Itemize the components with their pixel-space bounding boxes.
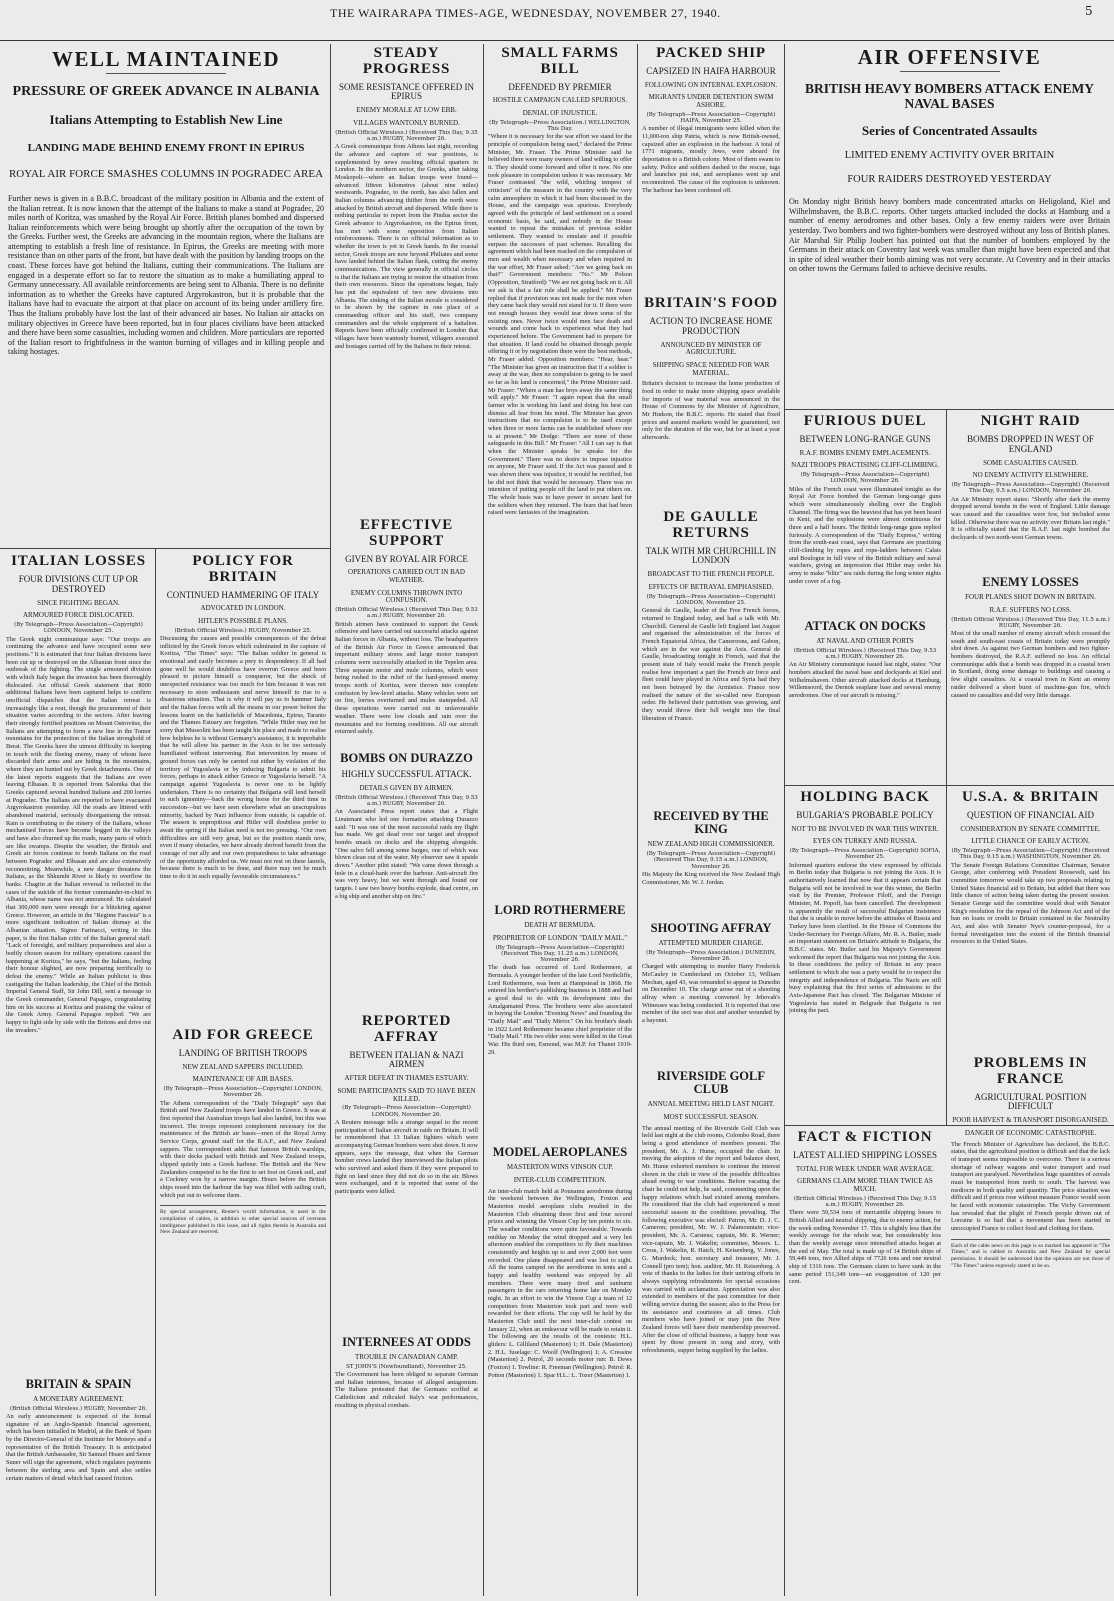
article-aid-for-greece <box>160 1028 326 1596</box>
headline: SHOOTING AFFRAY <box>650 922 772 935</box>
dateline: (By Telegraph—Press Association—Copyright) LONDON, November 26. <box>163 1086 323 1099</box>
deck: MASTERTON WINS VINSON CUP. <box>506 1163 614 1172</box>
article-attack-on-docks <box>789 620 941 780</box>
deck: INTER-CLUB COMPETITION. <box>513 1175 607 1184</box>
deck: OPERATIONS CARRIED OUT IN BAD WEATHER. <box>348 568 465 585</box>
deck: NOT TO BE INVOLVED IN WAR THIS WINTER. <box>791 824 939 833</box>
article-body: Most of the small number of enemy aircraft which crossed the south and south-east coasts of Britain today were promptly shot down. As against two German bombers and two fighter-bombers destroyed, the R.A.F. suffered no loss. An official communique adds that a bomb was dropped in a coastal town in Scotland, doing some damage to buildings and causing a few slight casualties. At a coastal town in Kent an enemy raider delivered a short burst of machine-gun fire, which caused no casualties and did very little damage. <box>951 630 1110 699</box>
article-body: An inter-club match held at Pounamu aerodrome during the weekend between the Wellington, Foxton and Masterton model aeroplane clubs resulted in the Masterton Club obtaining three first and four second prizes and winning the Vinson Cup by ten points to six. The weather conditions were quite favourable. Towards midday on Monday the wind dropped and a very hot afternoon enabled the competitors to fly their machines consistently and heights up to and over 2,000 feet were recorded. One plane disappeared and was lost to sight. All the teams camped on the aerodrome in tents and a happy and healthy weekend was enjoyed by all members. There were many tired and sunburnt passengers in the cars returning home late on Monday night. In an effort to win the Vinson Cup a team of 12 competitors from Masterton took part and were well rewarded for their efforts. The cup will be held by the Masterton Club until the next inter-club contest on January 22, when an endeavour will be made to retain it. The following are the results of the contests: H.L. gliders: L. Gilliland (Masterton) 1; H. Dale (Masterton) 2. H.L. fuselage: C. Woolf (Wellington) 1; A. Cressine (Masterton) 2. Petrol, 20 seconds motor run: B. Dews (Foxton) 1. Towline: R. Freeman (Wellington). Petrol: R. Potton (Masterton) 1. Spar H.L.: L. Tozer (Masterton) 1. <box>488 1187 632 1379</box>
dateline: (British Official Wireless.) (Received This Day, 11.5 a.m.) RUGBY, November 26. <box>951 616 1110 629</box>
article-lord-rothermere <box>488 904 632 1142</box>
article-enemy-losses <box>951 576 1110 780</box>
dateline: (British Official Wireless.) (Received This Day, 9.53 a.m.) RUGBY, November 26. <box>793 647 937 661</box>
deck: HIGHLY SUCCESSFUL ATTACK. <box>341 769 472 780</box>
deck: VILLAGES WANTONLY BURNED. <box>353 118 460 127</box>
article-body: "Where it is necessary for the war effort we stand for the principle of compulsion being used," declared the Prime Minister, Mr. Fraser. The Prime Minister said he believed there were many owners of land willing to offer it. They should come forward and offer it now. No one took pleasure in compulsion unless it was necessary. Mr Fraser contrasted "the wild, whirling tempest of criticism" of the measure in the country with the very calm atmosphere in which it had been discussed in the House, and the campaign was spurious. Everybody agreed with the principle of land settlement on a sound economic basis, he said, and nobody in the House wanted to repeat the mistakes of previous soldier settlement. They wanted to emulate and if possible surpass the successes of past schemes. Recalling the agreement which had been reached on the compulsion of men and wealth when necessary and when required in the war effort, Mr Fraser asked: "Are we going back on that?" Government members: "No." Mr Polson (Opposition, Stratford): "We are not going back on it. All we ask is that a fair rule shall be applied." Mr Fraser replied that if provision was not made for the men when they came back they would not stand for it. If there were not enough houses they would tear down some of the existing ones. Never twice would men face death and wounds and come back to experience what they had experienced before. The Government had to prepare for that situation. If land could be obtained through people offering it or by negotiation there were the best methods, Mr Fraser added. Opposition members: "Hear, hear." "The Minister has given an instruction that if a soldier is away at the war, then no compulsion is going to be used so far as his land is concerned," the Prime Minister said. Mr Fraser: "Where a man has boys away the same thing will apply." Mr Fraser: "I again repeat that the small farmer who is working his land and doing his best can dismiss all fear from his mind. The Minister has given instructions that no compulsion is to be used except when three or more farms can be established where one is at present." Mr Dodge: "There are none of these safeguards in this Bill." Mr Fraser: "All I can say is that when the Minister speaks he speaks for the Government." There was no desire to impose injustice on anyone, Mr Fraser said. If the Act was passed and it was shown there was injustice, it would be rectified, but he did not think that would be necessary. There was no intention of putting people off the land to put others on. The whole basis was to have power to secure land for the soldiers when they returned. The fears that had been raised were fantasies of the imagination. <box>488 133 632 517</box>
article-fact-fiction <box>789 1130 941 1596</box>
article-small-farms-bill <box>488 46 632 900</box>
dateline: (By Telegraph—Press Association—Copyright) LONDON, November 26. <box>800 472 930 485</box>
column-rule <box>155 548 156 1596</box>
article-body: An early announcement is expected of the formal signature of an Anglo-Spanish financial agreement, which has been initialled in Madrid, at the Bank of Spain by the Director-General of the Institute for Moneys and a representative of the British Treasury. It is anticipated that the British Ambassador, Sir Samuel Hoare and Senor Suner will sign the agreement, which regulates payments between the sterling area and Spain and also settles certain matters of detail which had caused friction. <box>6 1413 151 1482</box>
deck: BOMBS DROPPED IN WEST OF ENGLAND <box>967 433 1094 454</box>
headline: ATTACK ON DOCKS <box>804 620 926 633</box>
footnote: By special arrangement, Reuter's world information, is used in the compilation of cables, in addition to other special sources of overseas intelligence published in this issue, and all rights therein in Australia and New Zealand are reserved. <box>160 1205 326 1236</box>
deck: NO ENEMY ACTIVITY ELSEWHERE. <box>972 471 1089 480</box>
deck: ATTEMPTED MURDER CHARGE. <box>658 939 764 948</box>
article-received-by-king <box>642 810 780 918</box>
page-number: 5 <box>1085 4 1093 18</box>
footnote: Each of the cable news on this page is so marked has appeared in "The Times," and is cabled to Australia and New Zealand by special permission. It should be understood that the opinions are not those of "The Times" unless expressly stated to be so. <box>951 1239 1110 1270</box>
dateline: (By Telegraph—Press Association—Copyright) HAIFA, November 25. <box>646 111 776 125</box>
dateline: ST JOHN'S (Newfoundland), November 25. <box>346 1363 467 1370</box>
section-rule <box>785 785 1114 786</box>
article-body: On Monday night British heavy bombers made concentrated attacks on Heligoland, Kiel and Wilhelmshaven, the B.B.C. reports. Other targets attacked included the docks at Hamburg and a number of enemy aerodromes and other bases. Only a few enemy raiders were over Britain yesterday. Two bombers and two fighter-bombers were destroyed without any loss of British planes. Air Marshal Sir Philip Joubert has pointed out that the number of bombers employed by the Germans in their attack on Coventry last week was smaller than might have been expected and that in spite of ideal weather their bomb aiming was not very accurate. At Coventry and in their attacks on other towns the Germans failed to achieve decisive results. <box>789 197 1110 274</box>
deck: SINCE FIGHTING BEGAN. <box>37 598 120 607</box>
article-body: An Air Ministry communique issued last night, states: "Our bombers attacked the naval base and dockyards at Kiel and Wilhelmshaven. Other aircraft attacked docks at Hamburg, Willemsoord, the Dernok seaplane base and several enemy aerodromes. One of our aircraft is missing." <box>789 661 941 700</box>
deck: TROUBLE IN CANADIAN CAMP. <box>354 1353 459 1362</box>
article-reported-affray <box>335 1014 478 1332</box>
article-well-maintained <box>8 48 324 542</box>
deck: FOUR PLANES SHOT DOWN IN BRITAIN. <box>965 593 1096 602</box>
article-body: The French Minister of Agriculture has declared, the B.B.C. states, that the agricultural position is difficult and that the lack of transport seems impossible to overcome. There is a serious shortage of railway wagons and water transport and road transport are paralysed. Nevertheless huge quantities of cereals must be transported from north to south. The harvest was mediocre in both quality and quantity. The price situation was difficult and if prices rose without measure France would soon be faced with economic catastrophe. The Vichy Government has revealed that the plight of French people driven out of Lorraine is so bad that a movement has been started in unoccupied France to collect food and clothing for them. <box>951 1140 1110 1233</box>
deck: BETWEEN ITALIAN & NAZI AIRMEN <box>349 1049 464 1070</box>
article-body: There were 59,534 tons of mercantile shipping losses to British Allied and neutral shipping, due to enemy action, for the week ending November 17. This is slightly less than the weekly average for the whole war, but considerably less than the weekly average since intensified attacks began at the end of May. The total is made up of 14 British ships of 59,449 tons, two Allied ships of 7726 tons and one neutral ship of 1316 tons. The Germans claim to have sunk in the same period 151,349 tons—an exaggeration of 120 per cent. <box>789 1209 941 1286</box>
headline: NIGHT RAID <box>980 414 1081 429</box>
divider <box>106 73 226 74</box>
deck: R.A.F. BOMBS ENEMY EMPLACEMENTS. <box>799 448 931 457</box>
deck: SHIPPING SPACE NEEDED FOR WAR MATERIAL. <box>652 360 770 377</box>
article-model-aeroplanes <box>488 1146 632 1596</box>
deck: ENEMY COLUMNS THROWN INTO CONFUSION. <box>350 588 463 605</box>
deck: HOSTILE CAMPAIGN CALLED SPURIOUS. <box>492 96 628 105</box>
deck: R.A.F. SUFFERS NO LOSS. <box>989 605 1072 614</box>
headline: ENEMY LOSSES <box>982 576 1079 589</box>
deck: SOME CASUALTIES CAUSED. <box>983 458 1078 467</box>
deck: A MONETARY AGREEMENT. <box>33 1395 124 1404</box>
deck: DANGER OF ECONOMIC CATASTROPHE. <box>964 1128 1097 1137</box>
dateline: (British Official Wireless.) RUGBY, November 26. <box>9 1405 148 1412</box>
dateline: (By Telegraph—Press Association—Copyright) LONDON, November 25. <box>646 593 776 606</box>
deck: LITTLE CHANCE OF EARLY ACTION. <box>971 837 1090 846</box>
article-body: His Majesty the King received the New Zealand High Commissioner, Mr. W. J. Jordan. <box>642 870 780 886</box>
masthead-title: THE WAIRARAPA TIMES-AGE, WEDNESDAY, NOVEMBER 27, 1940. <box>330 6 721 20</box>
deck: MIGRANTS UNDER DETENTION SWIM ASHORE. <box>648 93 774 110</box>
deck: TALK WITH MR CHURCHILL IN LONDON <box>645 545 777 566</box>
article-body: Charged with attempting to murder Harry Frederick McCauley in Cumberland on October 13, William Mechan, aged 43, was remanded to appear in Dunedin on December 10. The charge arose out of a shooting affray when a meeting convened by Jehovah's Witnesses was being conducted. It is reported that one member of the sect was shot and another wounded by a bayonet. <box>642 963 780 1025</box>
deck: ARMOURED FORCE DISLOCATED. <box>22 611 135 620</box>
headline: SMALL FARMS BILL <box>501 46 619 77</box>
article-body: The Athens correspondent of the "Daily Telegraph" says that British and New Zealand troops have landed in Greece. It was at first reported that Australian troops had also landed, but this was incorrect. The troops represent complement necessary for the maintenance of the British air bases—men of the Royal Army Service Corps, ground staff for the R.A.F., and New Zealand sappers. The correspondent adds that famous British warships, with their decks packed with British and New Zealand troops, slipped quietly into a Greek harbour. The British and the New Zealanders competed to be the first to set foot on Greek soil, and a Cockney won by a narrow margin. Hours before the British ships nosed into the harbour the bay was filled with sailing craft, which put out to welcome them. <box>160 1099 326 1199</box>
article-body: An Associated Press report states that a Flight Lieutenant who led one formation attacking Durazzo said: "It was one of the most successful raids my flight has made. We got dead over our target and dropped bombs smack on docks and the shipping alongside. "One salvo fell among some barges, one of which was blown clean out of the water. My observer saw it upside down." Another pilot stated: "We came down through a hole in a cloud-bank over the harbour. Anti-aircraft fire was very heavy, but we went through and found our targets. I saw two heavy bombs explode, dead centre, on a big ship and another ship on fire." <box>335 808 478 900</box>
deck: FOUR DIVISIONS CUT UP OR DESTROYED <box>18 573 139 594</box>
dateline: (By Telegraph—Press Association—Copyright) (Received This Day, 9.15 a.m.) WASHINGTON, November 26. <box>951 848 1110 861</box>
column-rule <box>483 44 484 1596</box>
article-holding-back <box>789 790 941 1120</box>
deck: GERMANS CLAIM MORE THAN TWICE AS MUCH. <box>797 1177 933 1194</box>
deck: LIMITED ENEMY ACTIVITY OVER BRITAIN <box>844 150 1055 162</box>
deck: NEW ZEALAND HIGH COMMISSIONER. <box>647 840 775 849</box>
deck: PRESSURE OF GREEK ADVANCE IN ALBANIA <box>12 84 320 100</box>
article-night-raid <box>951 414 1110 572</box>
headline: EFFECTIVE SUPPORT <box>359 518 454 549</box>
deck: LANDING MADE BEHIND ENEMY FRONT IN EPIRUS <box>27 141 305 154</box>
headline: MODEL AEROPLANES <box>492 1146 628 1159</box>
article-bombs-on-durazzo <box>335 752 478 1010</box>
deck: BRITISH HEAVY BOMBERS ATTACK ENEMY NAVAL BASES <box>804 81 1095 111</box>
deck: CAPSIZED IN HAIFA HARBOUR <box>646 65 776 76</box>
dateline: (By Telegraph—Press Association—Copyright) (Received This Day, 11.25 a.m.) LONDON, November 26. <box>495 944 625 964</box>
column-rule <box>784 44 785 1596</box>
headline: ITALIAN LOSSES <box>11 554 146 569</box>
dateline: (British Official Wireless.) RUGBY, November 25. <box>174 627 312 634</box>
article-riverside-golf-club <box>642 1070 780 1596</box>
deck: LANDING OF BRITISH TROOPS <box>178 1047 308 1058</box>
deck: POOR HARVEST & TRANSPORT DISORGANISED. <box>952 1116 1109 1125</box>
article-packed-ship <box>642 46 780 290</box>
deck: FOUR RAIDERS DESTROYED YESTERDAY <box>847 173 1052 185</box>
article-steady-progress <box>335 46 478 514</box>
deck: ANNUAL MEETING HELD LAST NIGHT. <box>647 1100 775 1109</box>
article-de-gaulle-returns <box>642 510 780 806</box>
article-effective-support <box>335 518 478 748</box>
headline: REPORTED AFFRAY <box>361 1014 452 1045</box>
dateline: (By Telegraph—Press Association—Copyright) (Received This Day, 9.15 a.m.) LONDON, November 26. <box>646 850 776 870</box>
deck: BROADCAST TO THE FRENCH PEOPLE. <box>647 570 775 579</box>
deck: DEATH AT BERMUDA. <box>524 921 596 930</box>
article-britain-spain <box>6 1378 151 1596</box>
article-body: A Reuters message tells a strange sequel to the recent participation of Italian aircraft in raids on Britain. It will be remembered that 13 Italian fighters which were accompanying German bombers were shot down. It now appears, says the message, that when the German bomber crews landed they interviewed the Italian pilots who survived and asked them if they were prepared to fight on land since they did not do so in the air. Blows were exchanged, and it is reported that some of the participants were killed. <box>335 1118 478 1196</box>
headline: AID FOR GREECE <box>172 1028 314 1043</box>
deck: CONTINUED HAMMERING OF ITALY <box>166 589 320 600</box>
headline: U.S.A. & BRITAIN <box>961 790 1100 805</box>
headline: STEADY PROGRESS <box>362 46 451 77</box>
dateline: (British Official Wireless.) (Received This Day, 9.35 a.m.) RUGBY, November 26. <box>335 129 478 142</box>
deck: ENEMY MORALE AT LOW EBB. <box>356 106 457 115</box>
article-body: An Air Ministry report states: "Shortly after dark the enemy dropped several bombs in the west of England. Little damage was caused and the casualties were few, but included some killed. Otherwise there was no activity over Britain last night." It is officially stated that the R.A.F. last night bombed the dockyards of two north-west German towns. <box>951 495 1110 541</box>
deck: NAZI TROOPS PRACTISING CLIFF-CLIMBING. <box>791 461 939 470</box>
deck: EYES ON TURKEY AND RUSSIA. <box>812 837 918 846</box>
headline: FACT & FICTION <box>797 1130 933 1145</box>
headline: POLICY FOR BRITAIN <box>192 554 294 585</box>
section-rule <box>785 409 1114 410</box>
article-body: General de Gaulle, leader of the Free French forces, returned to England today, and had a talk with Mr. Churchill. General de Gaulle left England last August and organised the administration of the forces of French Equatorial Africa, the Cameroons, and Gabon, which are in the war against the Axis. General de Gaulle, broadcasting tonight in French, said that the present state of Italy would make the French people realise how important a part the French air force and fleet could have played in Africa and Syria had they not been betrayed by the Armistice. France now realised the nature of the so-called new European order. He believed their patriotism was growing, and they would throw their full weight into the final liberation of France. <box>642 607 780 722</box>
deck: DEFENDED BY PREMIER <box>508 81 612 92</box>
article-body: The Greek night communique says: "Our troops are continuing the advance and have occupied some new positions." It is estimated that four Italian divisions have been cut up or destroyed on the Albanian front since the outbreak of the fighting. The single armoured division with which Italy began the invasion has been thoroughly dislocated. An official Greek statement that 8000 additional Italians have been captured helps to confirm unofficial dispatches that the Italian retreat is increasingly like a rout, though the procurement of their situation varies according to the sectors. After leaving their strongly fortified positions on Mount Ostrovitse, the Italians are attempting to form a new line in the Tomor mountains for the protection of the Italian stronghold of Berat. The Greeks have the utmost difficulty in keeping in touch with the fleeing enemy, many of whom have discarded their arms and are hiding in the mountains, where they are hunted out by Greek detachments. One of the latest reports suggests that the Italians are even leaving Elbasan. It is reported from Salonika that the Greeks captured several hundred Italians and 200 lorries at Pogradec. The Italians are reported to have evacuated Argyrokastron yesterday. All the roads are littered with abandoned material, seriously disorganising the retreat. Rain is contributing to the misery of the Italians, whose mechanised forces have become bogged in the valleys and have also churned up the roads, many parts of which are like swamps. Despite the weather, the British and Greek air forces continue to bomb Italians on the road between Pogradec and Elbasan and are also extensively reconnoitring. Meanwhile, a new danger threatens the Italians, as the Shkumbi River is likely to overflow its banks. Chagrin at the Italian reversal is reflected in the cases of the suicide of the former commander-in-chief in Albania, whose name was not announced. He calculated that 300,000 men were enough for a blitzkrieg against Greece. However, an article in the "Regime Fascista" is a more significant indication of Italian dismay at the Albanian situation. Signor Farinacci, writing in this paper, is the first Italian critic of the Italian general staff. "Lack of foresight, and military preparedness and also a bodily chosen season for military operations caused the happening at Koritza," he says, "but the Italians, feeling their honour slighted, are now preparing terrifically to defeat the enemy." While an Italian publicist is thus castigating the Italian leadership, the Chief of the British Imperial General Staff, Sir John Dill, sent a message to the Greek commander, General Papagos, congratulating him on his success at Koritza and praising the valour of the Greek Army. General Papagos replied: "We are happy to fight side by side with the Britons and drive out the invaders." <box>6 635 151 1034</box>
deck: AT NAVAL AND OTHER PORTS <box>816 637 914 646</box>
deck: GIVEN BY ROYAL AIR FORCE <box>345 553 468 564</box>
deck: MOST SUCCESSFUL SEASON. <box>663 1112 759 1121</box>
deck: PROPRIETOR OF LONDON "DAILY MAIL." <box>492 933 628 942</box>
headline: PACKED SHIP <box>656 46 766 61</box>
deck: DETAILS GIVEN BY AIRMEN. <box>359 784 454 793</box>
dateline: (British Official Wireless.) (Received This Day, 9.15 a.m.) RUGBY, November 26. <box>793 1195 937 1209</box>
headline: WELL MAINTAINED <box>51 48 281 71</box>
dateline: (By Telegraph—Press Association—Copyright) LONDON, November 26. <box>342 1105 471 1118</box>
headline: INTERNEES AT ODDS <box>342 1336 471 1349</box>
article-shooting-affray <box>642 922 780 1066</box>
divider <box>900 71 1000 72</box>
deck: BETWEEN LONG-RANGE GUNS <box>799 433 931 444</box>
article-body: British airmen have continued to support the Greek offensive and have carried out successful attacks against Italian forces in Albania, without loss. The headquarters of the British Air Force in Greece announced that important military stores and large motor transport columns were successfully attacked in the Tepelen area. Three separate motor and mule columns, which were being rushed to the relief of the hard-pressed enemy troops north of Koritza, were thrown into complete confusion by low-level attacks. Many vehicles were set on fire, lorries overturned and mules stampeded. All these operations were carried out in unfavourable weather. There were low clouds and rain over the mountains and ice forming conditions. All our aircraft returned safely. <box>335 620 478 736</box>
dateline: (By Telegraph—Press Association—Copyright) LONDON, November 25. <box>14 621 143 635</box>
article-italian-losses <box>6 554 151 1374</box>
deck: FOLLOWING ON INTERNAL EXPLOSION. <box>644 80 778 89</box>
column-rule <box>946 409 947 1125</box>
article-body: Discussing the causes and possible consequences of the defeat inflicted by the Greek forces which culminated in the capture of Koritza, "The Times" says: "The Italian soldier in general is emotional and easily becomes a prey to despondency. If all had gone well he would doubtless have overrun Greece and been pleased to picture himself a conqueror, but the shock of unexpected resistance was too much for him because it was not necessary to store enthusiasm and nerve himself to rise to a disastrous situation. That is why it will pay us to hammer Italy and the Italian forces with all the means in our power before the lessons learnt on the battlefields of Macedonia, Epirus, Taranto and the Thames Estuary are forgotten. "While Hitler may not be sorry that Mussolini has been taught his place and made to realise how helpless he is without Germany's assistance, it is improbable that he will allow his partner in the Axis to be too seriously humiliated without intervening. But intervention by means of ground forces can only be carried out either by violation of the territory of Yugoslavia or by inducing Bulgaria to admit his forces, perhaps to attack either Greece or Yugoslavia herself. "A campaign against Yugoslavia is never one to be lightly undertaken. There is no certainty that Bulgaria will lend herself to such ignominy—back the wrong horse for the third time in succession—but we have seen elsewhere what an unscrupulous minority, backed by Nazi influence from outside, is capable of. The season is unpropitious and Hitler will doubtless prefer to await the spring if the Italian need is not too pressing. "Our own difficulties are still very great, but so the position stands now, even if many obstacles, we have already derived benefit from the courage of our ally and our own preparedness to take advantage of the opportunity afforded us. We must not rest on these laurels, because there is much to be done, and there may not be much time to do it in such equally favourable circumstances." <box>160 635 326 880</box>
deck: EFFECTS OF BETRAYAL EMPHASISED. <box>648 582 774 591</box>
deck: CONSIDERATION BY SENATE COMMITTEE. <box>960 824 1101 833</box>
headline: FURIOUS DUEL <box>803 414 927 429</box>
deck: SOME PARTICIPANTS SAID TO HAVE BEEN KILLED. <box>337 1086 476 1103</box>
article-policy-for-britain <box>160 554 326 1024</box>
article-problems-in-france <box>951 1056 1110 1596</box>
deck: QUESTION OF FINANCIAL AID <box>967 809 1094 820</box>
deck: Series of Concentrated Assaults <box>861 122 1038 138</box>
article-body: The Government has been obliged to separate German and Italian internees, because of alleged antagonism. The Italians protested that the Germans scoffed at Catholicism and ridiculed Italy's war performances, resulting in physical combats. <box>335 1371 478 1409</box>
deck: ADVOCATED IN LONDON. <box>200 604 286 613</box>
article-body: A Greek communique from Athens last night, recording the advance and capture of war positions, is supplemented by news reaching official quarters in London. In the northern sector, the Greeks, after taking Moskopoli—where an Italian troops were found—advanced fifteen kilometres (about nine miles) westwards. Pogradec, to the north, has also fallen and Italian columns advancing thither from the north were attacked by British aircraft and dispersed. While there is nothing particular to report from the Pindus sector the Greek advance to Argyrokastron, on the Epirus front, has met with some opposition from Italian reinforcements. There is no official information as to whether the town is yet in Greek hands. In the coastal sector, Greek troops are now beyond Philiates and some have landed behind the Italian flank, cutting the enemy communications. The view generally in official circles is that the Italians are trying to restore the situation from their own resources. Since the operations began, Italy has put the equivalent of two new divisions into Albania. The sinking of the Italian morale is considered to be shown by the capture in one place of a commanding officer and his staff, two company commanders and the whole equipment of a battalion. Reports have been officially confirmed in London that villages have been wantonly burned, villagers executed and hostages carried off by the Italians in their retreat. <box>335 143 478 350</box>
article-furious-duel <box>789 414 941 616</box>
article-body: Miles of the French coast were illuminated tonight as the Royal Air Force bombed the German long-range guns which were simultaneously shelling over the English Channel. The firing was the heaviest that has yet been heard in Kent, and the explosions were almost continuous for three and a half hours. The British long-range guns replied furiously. A correspondent of the "Daily Express," writing from the south-east coast, says that Germans are practising cliff-climbing by ropes and rope-ladders between Calais and Boulogne in full view of the British military and naval watchers, giving an impression that Hitler may order his army to make "blitz" sea raids during the long winter nights under cover of a fog. <box>789 485 941 585</box>
headline: HOLDING BACK <box>800 790 930 805</box>
headline: PROBLEMS IN FRANCE <box>973 1056 1088 1087</box>
article-body: A number of illegal immigrants were killed when the 11,000-ton ship Patria, which is now British-owned, capsized after an explosion in the harbour. A total of 1771 migrants, mostly Jews, were aboard for deportation to a British colony. Most of them swam to safety. Police and soldiers dashed to the rescue, tugs and launches put out, and aeroplanes went up and reconnoitred. The cause of the explosion is unknown. The harbour has been cordoned off. <box>642 125 780 194</box>
deck: Italians Attempting to Establish New Line <box>49 112 283 128</box>
deck: MAINTENANCE OF AIR BASES. <box>192 1075 294 1084</box>
deck: NEW ZEALAND SAPPERS INCLUDED. <box>182 1062 304 1071</box>
deck: AGRICULTURAL POSITION DIFFICULT <box>974 1091 1087 1112</box>
deck: TOTAL FOR WEEK UNDER WAR AVERAGE. <box>796 1164 934 1173</box>
article-body: The Senate Foreign Relations Committee Chairman, Senator George, after conferring with President Roosevelt, said his committee tomorrow would take up two proposals relating to United States financial aid to Britain, but added that there was little chance of action being taken during the present session. Senator George said the committee would deal with Senator King's resolution for the repeal of the Johnson Act and of the ban on loans or credit to Britain contained in the Neutrality Act, and also with Senator Nye's counter-proposal, for a formal investigation into the extent of the British financial resources in the United States. <box>951 861 1110 946</box>
dateline: (By Telegraph—Press Association.) WELLINGTON, This Day. <box>489 119 631 133</box>
masthead <box>0 0 1114 41</box>
article-britains-food <box>642 296 780 506</box>
column-rule <box>637 44 638 1596</box>
article-body: Informed quarters endorse the view expressed by officials in Berlin today that Bulgaria is not joining the Axis. It is authoritatively learned that now that it appears certain that Bulgaria will not be involved in war this winter, the Berlin visit by the Premier, Professor Filoff, and the Foreign Minister, M. Popoff, has been cancelled. The development is apparently the result of successful Bulgarian insistence that she is unable to move before the attitudes of Russia and Turkey have been clarified. In the House of Commons the Under-Secretary for Foreign Affairs, Mr. R. A. Butler, made an important statement on Britain's attitude to Bulgaria, the B.B.C. states. Mr. Butler said his Majesty's Government welcomed the report that Bulgaria was not joining the Axis. In these conditions the policy of Britain in any peace settlement to which she was a party would be to respect the integrity and independence of Bulgaria. The Nazis are still busy explaining that the first series of admissions to the Axis-Japanese Pact has closed. The Bulgarian Minister of Yugoslavia has stated in Belgrade that Bulgaria is not joining the pact. <box>789 861 941 1015</box>
article-body: The annual meeting of the Riverside Golf Club was held last night at the club rooms, Colombo Road, there being a good attendance of members present. The president, Mr. A. J. Hume, occupied the chair. In moving the adoption of the report and balance sheet, Mr. Hume exhorted members to continue the interest shown in the club in view of the possible difficulties ahead owing to war conditions. Before vacating the chair he could not help, he said, commenting upon the happy relations which had existed among members. He considered that the club had experienced a most successful season in the conditions prevailing. The following executive was elected: Patron, Mr. D. J. C. Cameron; president, Mr. W. J. Palamountain; vice-president, Mr. A. Carstens; captain, Mr. R. Werner; vice-captain, Mr. J. Wakelin; committee, Messrs. L. Cross, J. Wakelin, R. Hatch, H. Keisenberg, V. Jones, G. Murdock; hon. secretary and treasurer, Mr. J. Connell (pro tem); hon. auditor, Mr. H. Keisenberg. A vote of thanks to the ladies for their untiring efforts in always supplying refreshments for special occasions was carried with acclamation. Appreciation was also extended to members of the past committee for their willing service during the season; also to the Press for its assistance and courtesies at all times. Club members who have joined or may join the New Zealand forces will have their membership preserved. After the close of official business, a happy hour was spent by those present in song and story, with refreshments, supper being supplied by the ladies. <box>642 1124 780 1355</box>
column-rule <box>330 44 331 1596</box>
headline: BOMBS ON DURAZZO <box>340 752 473 765</box>
section-rule <box>0 548 330 549</box>
article-usa-britain <box>951 790 1110 1050</box>
deck: LATEST ALLIED SHIPPING LOSSES <box>792 1149 938 1160</box>
deck: ACTION TO INCREASE HOME PRODUCTION <box>649 315 773 336</box>
dateline: (British Official Wireless.) (Received This Day, 9.53 a.m.) RUGBY, November 26. <box>335 607 478 620</box>
headline: AIR OFFENSIVE <box>857 46 1042 69</box>
dateline: (By Telegraph—Press Association.) DUNEDIN, November 26. <box>646 949 776 963</box>
deck: HITLER'S POSSIBLE PLANS. <box>198 617 288 626</box>
article-body: Further news is given in a B.B.C. broadcast of the military position in Albania and the extent of the Italian retreat. It is now known that the attempt of the Italians to make a stand at Pogradec, 20 miles north of Koritza, was smashed by the Royal Air Force. British planes bombed and dispersed Italian reinforcements which were being brought up shortly after the occupation of the town by the Greeks. Further west, the Greeks are advancing in the mountain region, where the Italians are attempting to establish a fresh line of resistance. In Epirus, the Greeks are meeting with more resistance than on other parts of the front, but have dealt with the position by landing troops on the coast. These forces have got behind the Italians, cutting their communications. The Italians are engaged in a desperate effort so far to restore the situation as to make a humiliating appeal to Germany unnecessary. All available reinforcements are being sent to Albania. There is no definite information as to whether the Greeks have captured Argyrokastron, but it is probable that the Italians have had to evacuate the airport at that place on account of its being under artillery fire. Thus the Italians probably have lost the last of their advanced air bases. No Italian air attacks on military objectives in Greece have been reported, but in four places civilians have been attacked and there have been some casualties, including women and children. More particulars are reported of the Italian resort to frightfulness in the wanton burning of villages and in killing people and taking hostages. <box>8 193 324 357</box>
deck: BULGARIA'S PROBABLE POLICY <box>796 809 934 820</box>
article-body: Britain's decision to increase the home production of food in order to make more shipping space available for imports of war material was announced in the House of Commons by the Minister of Agriculture, Mr Hudson, the B.B.C. reports. He stated that fixed prices and assured markets would be guaranteed, not only for the duration of the war, but for at least a year afterwards. <box>642 380 780 441</box>
article-internees-at-odds <box>335 1336 478 1596</box>
dateline: (By Telegraph—Press Association—Copyright) (Received This Day, 9.5 a.m.) LONDON, November 26. <box>951 481 1110 495</box>
headline: RECEIVED BY THE KING <box>653 810 769 837</box>
headline: BRITAIN'S FOOD <box>644 296 778 311</box>
headline: LORD ROTHERMERE <box>494 904 626 917</box>
dateline: (By Telegraph—Press Association—Copyright) SOFIA, November 25. <box>789 848 941 861</box>
headline: RIVERSIDE GOLF CLUB <box>656 1070 765 1097</box>
deck: ROYAL AIR FORCE SMASHES COLUMNS IN POGRADEC AREA <box>8 167 324 180</box>
dateline: (British Official Wireless.) (Received This Day, 9.53 a.m.) RUGBY, November 26. <box>335 794 478 808</box>
headline: BRITAIN & SPAIN <box>25 1378 132 1391</box>
deck: AFTER DEFEAT IN THAMES ESTUARY. <box>344 1074 469 1083</box>
article-air-offensive <box>789 46 1110 404</box>
article-body: The death has occurred of Lord Rothermere, at Bermuda. A younger brother of the late Lord Northcliffe, Lord Rothermere, was born at Hampstead in 1868. He entered his brother's publishing business in 1888 and had a good deal to do with its development into the Amalgamated Press. The brothers were also associated in buying the London "Evening News" and founding the "Daily Mail" and "Daily Mirror." On his brother's death in 1922 Lord Rothermere became chief proprietor of the "Daily Mail." His two elder sons were killed in the Great War. His third son, Esmond, was M.P. for Thanet 1919-29. <box>488 964 632 1056</box>
deck: ANNOUNCED BY MINISTER OF AGRICULTURE. <box>660 340 762 357</box>
deck: DENIAL OF INJUSTICE. <box>522 109 598 118</box>
headline: DE GAULLE RETURNS <box>663 510 759 541</box>
deck: SOME RESISTANCE OFFERED IN EPIRUS <box>338 81 475 102</box>
